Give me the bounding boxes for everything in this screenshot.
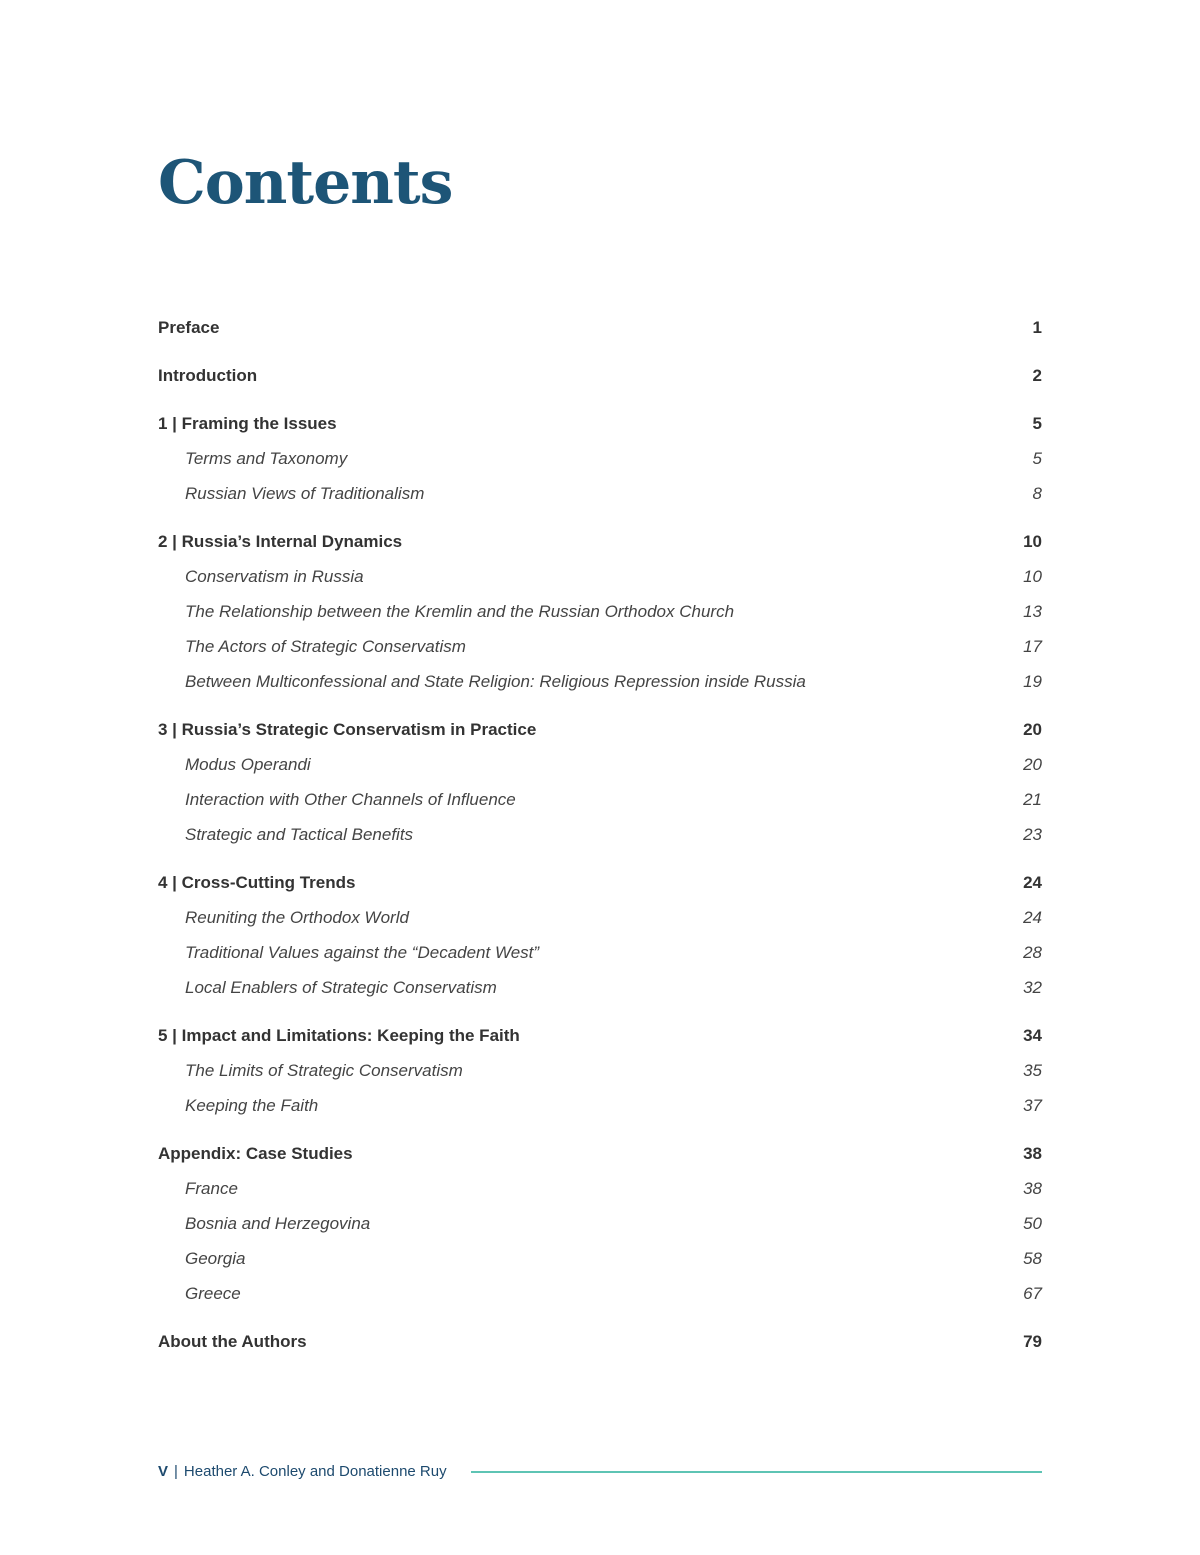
- toc-subentry[interactable]: [158, 594, 1042, 629]
- toc-subentry[interactable]: [158, 1053, 1042, 1088]
- toc-heading[interactable]: [158, 865, 1042, 900]
- toc-entry-page: 20: [1023, 719, 1042, 739]
- toc-entry-page: 10: [1023, 531, 1042, 551]
- toc-section: [158, 1136, 1042, 1311]
- toc-entry-label: The Actors of Strategic Conservatism: [185, 636, 466, 656]
- toc-entry-page: 79: [1023, 1331, 1042, 1351]
- toc-entry-page: 38: [1023, 1178, 1042, 1198]
- toc-entry-label: Traditional Values against the “Decadent West”: [185, 942, 540, 962]
- toc-entry-label: Terms and Taxonomy: [185, 448, 348, 468]
- toc-entry-label: Reuniting the Orthodox World: [185, 907, 409, 927]
- toc-entry-label: 2 | Russia’s Internal Dynamics: [158, 531, 403, 551]
- toc-section: [158, 1324, 1042, 1359]
- toc-entry-label: The Limits of Strategic Conservatism: [185, 1060, 463, 1080]
- toc-subentry[interactable]: [158, 1171, 1042, 1206]
- toc-entry-page: 13: [1023, 601, 1042, 621]
- page-title: Contents: [158, 148, 453, 218]
- toc-subentry[interactable]: [158, 1276, 1042, 1311]
- toc-entry-page: 1: [1032, 317, 1042, 337]
- toc-heading[interactable]: [158, 1018, 1042, 1053]
- toc-entry-label: Strategic and Tactical Benefits: [185, 824, 414, 844]
- toc-entry-page: 24: [1023, 872, 1042, 892]
- toc-entry-label: Between Multiconfessional and State Religion: Religious Repression inside Russia: [185, 671, 806, 691]
- toc-entry-page: 5: [1032, 413, 1042, 433]
- toc-subentry[interactable]: [158, 664, 1042, 699]
- toc-entry-label: 5 | Impact and Limitations: Keeping the Faith: [158, 1025, 520, 1045]
- toc-entry-page: 2: [1032, 365, 1042, 385]
- toc-entry-label: Bosnia and Herzegovina: [185, 1213, 371, 1233]
- toc-subentry[interactable]: [158, 900, 1042, 935]
- toc-subentry[interactable]: [158, 747, 1042, 782]
- toc-entry-label: 1 | Framing the Issues: [158, 413, 337, 433]
- toc-subentry[interactable]: [158, 935, 1042, 970]
- toc-entry-page: 5: [1032, 448, 1042, 468]
- toc-entry-page: 20: [1023, 754, 1042, 774]
- toc-entry-page: 32: [1023, 977, 1042, 997]
- toc-section: [158, 524, 1042, 699]
- toc-entry-label: Georgia: [185, 1248, 246, 1268]
- toc-subentry[interactable]: [158, 1088, 1042, 1123]
- toc-heading[interactable]: [158, 358, 1042, 393]
- toc-entry-page: 58: [1023, 1248, 1042, 1268]
- toc-subentry[interactable]: [158, 970, 1042, 1005]
- toc-entry-label: 3 | Russia’s Strategic Conservatism in Practice: [158, 719, 537, 739]
- footer-rule: [471, 1471, 1042, 1473]
- toc-heading[interactable]: [158, 1324, 1042, 1359]
- toc-subentry[interactable]: [158, 441, 1042, 476]
- toc-entry-label: Modus Operandi: [185, 754, 311, 774]
- toc-entry-page: 67: [1023, 1283, 1042, 1303]
- toc-entry-label: Local Enablers of Strategic Conservatism: [185, 977, 497, 997]
- toc-subentry[interactable]: [158, 782, 1042, 817]
- toc-entry-page: 17: [1023, 636, 1042, 656]
- toc-entry-page: 37: [1023, 1095, 1042, 1115]
- toc-entry-page: 24: [1023, 907, 1042, 927]
- toc-entry-label: Greece: [185, 1283, 241, 1303]
- toc-subentry[interactable]: [158, 817, 1042, 852]
- toc-subentry[interactable]: [158, 476, 1042, 511]
- toc-entry-page: 23: [1023, 824, 1042, 844]
- footer-separator: |: [174, 1463, 178, 1480]
- toc-heading[interactable]: [158, 1136, 1042, 1171]
- footer-page-number: V: [158, 1463, 169, 1480]
- table-of-contents: [158, 310, 1042, 1372]
- toc-heading[interactable]: [158, 524, 1042, 559]
- toc-entry-page: 21: [1023, 789, 1042, 809]
- toc-entry-label: France: [185, 1178, 238, 1198]
- toc-entry-page: 10: [1023, 566, 1042, 586]
- toc-subentry[interactable]: [158, 1206, 1042, 1241]
- toc-entry-label: Preface: [158, 317, 220, 337]
- toc-entry-label: Russian Views of Traditionalism: [185, 483, 425, 503]
- page-footer: [158, 1463, 1042, 1480]
- toc-subentry[interactable]: [158, 559, 1042, 594]
- toc-heading[interactable]: [158, 406, 1042, 441]
- toc-heading[interactable]: [158, 310, 1042, 345]
- toc-entry-page: 19: [1023, 671, 1042, 691]
- toc-section: [158, 406, 1042, 511]
- footer-authors: Heather A. Conley and Donatienne Ruy: [183, 1463, 447, 1480]
- toc-entry-label: 4 | Cross-Cutting Trends: [158, 872, 356, 892]
- toc-entry-page: 38: [1023, 1143, 1042, 1163]
- toc-entry-label: Conservatism in Russia: [185, 566, 364, 586]
- toc-entry-page: 50: [1023, 1213, 1042, 1233]
- toc-entry-page: 35: [1023, 1060, 1042, 1080]
- toc-section: [158, 865, 1042, 1005]
- toc-subentry[interactable]: [158, 1241, 1042, 1276]
- toc-entry-page: 8: [1032, 483, 1042, 503]
- toc-entry-page: 28: [1023, 942, 1042, 962]
- toc-subentry[interactable]: [158, 629, 1042, 664]
- toc-section: [158, 1018, 1042, 1123]
- toc-heading[interactable]: [158, 712, 1042, 747]
- toc-section: [158, 712, 1042, 852]
- toc-section: [158, 358, 1042, 393]
- toc-entry-label: Introduction: [158, 365, 258, 385]
- toc-entry-label: Keeping the Faith: [185, 1095, 319, 1115]
- toc-entry-label: The Relationship between the Kremlin and the Russian Orthodox Church: [185, 601, 735, 621]
- toc-section: [158, 310, 1042, 345]
- toc-entry-label: About the Authors: [158, 1331, 307, 1351]
- toc-entry-label: Appendix: Case Studies: [158, 1143, 353, 1163]
- toc-entry-page: 34: [1023, 1025, 1042, 1045]
- toc-entry-label: Interaction with Other Channels of Influence: [185, 789, 516, 809]
